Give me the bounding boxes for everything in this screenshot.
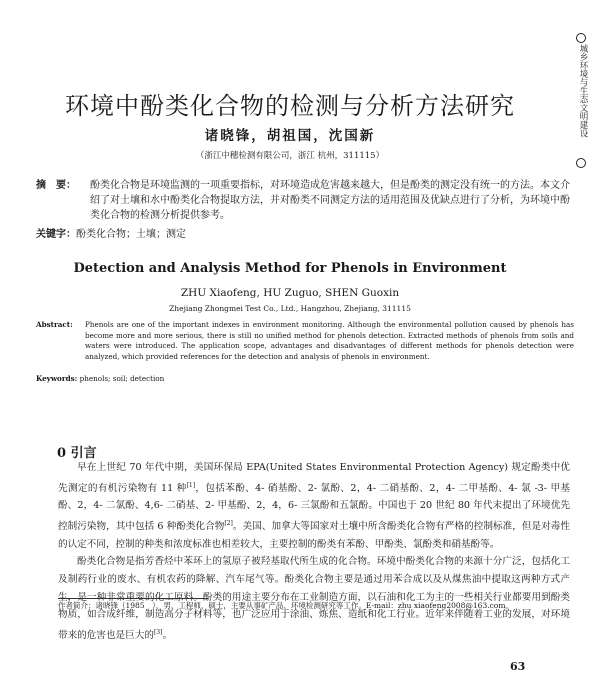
page-number: 63 [510,660,526,673]
english-affiliation: Zhejiang Zhongmei Test Co., Ltd., Hangzhou, Zhejiang, 311115 [169,304,411,313]
footnote-rule [58,598,208,599]
body-text [58,459,570,645]
keywords-cn-label: 关键字： [36,229,76,240]
keywords-cn [36,225,572,240]
paragraph-1: 早在上世纪 70 年代中期，美国环保局 EPA(United States Environmental Protection Agency) 规定酚类中优先测定的有机污染物有 11 种[1]，包括苯酚、4- 硝基酚、2- 氯酚、2，4- 二硝基酚、2，4- 二甲基酚、4- 氯 -3- 甲基酚、2，4- 二氯酚、4,6- 二硝基、2- 甲基酚、2，4，6- 三氯酚和五氯酚。中国也于 20 世纪 80 年代末提出了环境优先控制污染物，其中包括 6 种酚类化合物[2]。美国、加拿大等国家对土壤中所含酚类化合物有严格的控制标准，但是对毒性的认定不同，控制的种类和浓度标准也相差较大，主要控制的酚类有苯酚、甲酚类、氯酚类和硝基酚等。 [58,462,571,550]
keywords-en-text: phenols; soil; detection [77,374,165,383]
abstract-en-text: Phenols are one of the important indexes in environment monitoring. Although the environmental pollution caused by phenols has become more and more serious, there is still no unified method for phenols detection. Extracted methods of phenols from soils and waters were introduced. The application scope, advantages and disadvantages of different methods for phenols detection were analyzed, which provided references for the detection and analysis of phenols in environment. [85,320,574,361]
keywords-en [36,374,164,383]
abstract-cn-text: 酚类化合物是环境监测的一项重要指标，对环境造成危害越来越大，但是酚类的测定没有统一的方法。本文介绍了对土壤和水中酚类化合物提取方法，并对酚类不同测定方法的适用范围及优缺点进行了分析，为环境中酚类化合物的检测分析提供参考。 [90,180,570,221]
keywords-cn-text: 酚类化合物；土壤；测定 [76,229,186,240]
side-column-label: 城乡环境与生态文明建设 [578,44,588,138]
authors: 诸晓锋，胡祖国，沈国新 [204,128,376,144]
section-heading: 0 引言 [57,446,97,461]
citation: [2] [224,519,233,527]
citation: [1] [186,481,196,489]
circle-icon [576,33,586,43]
page-title: 环境中酚类化合物的检测与分析方法研究 [65,92,515,120]
paragraph-2: 酚类化合物是指芳香烃中苯环上的氢原子被羟基取代所生成的化合物。环境中酚类化合物的来源十分广泛，包括化工及制药行业的废水、有机农药的降解、汽车尾气等。酚类化合物主要是通过用苯合成以及从煤焦油中提取这两种方式产生，是一种非常重要的化工原料。酚类的用途主要分布在工业制造方面，以石油和化工为主的一些相关行业都要用到酚类物质，如合成纤维，制造高分子材料等，也广泛应用于涂油、炼焦、造纸和化工行业。近年来伴随着工业的发展，对环境带来的危害也是巨大的[3]。 [58,556,570,641]
citation: [3] [153,628,163,636]
abstract-en [36,320,574,362]
abstract-cn [36,178,572,223]
footnote: 作者简介：诸晓锋（1985 ），男，工程师，硕士，主要从事矿产品、环境检测研究等工作。E-mail：zhu xiaofeng2008@163.com。 [58,601,513,610]
abstract-cn-label: 摘 要： [36,180,76,191]
english-authors: ZHU Xiaofeng, HU Zuguo, SHEN Guoxin [180,287,400,299]
keywords-en-label: Keywords: [36,374,78,383]
circle-icon [576,158,586,168]
affiliation: （浙江中穗检测有限公司，浙江 杭州，311115） [195,151,385,161]
english-title: Detection and Analysis Method for Phenols in Environment [73,261,507,276]
abstract-en-label: Abstract: [36,320,73,329]
